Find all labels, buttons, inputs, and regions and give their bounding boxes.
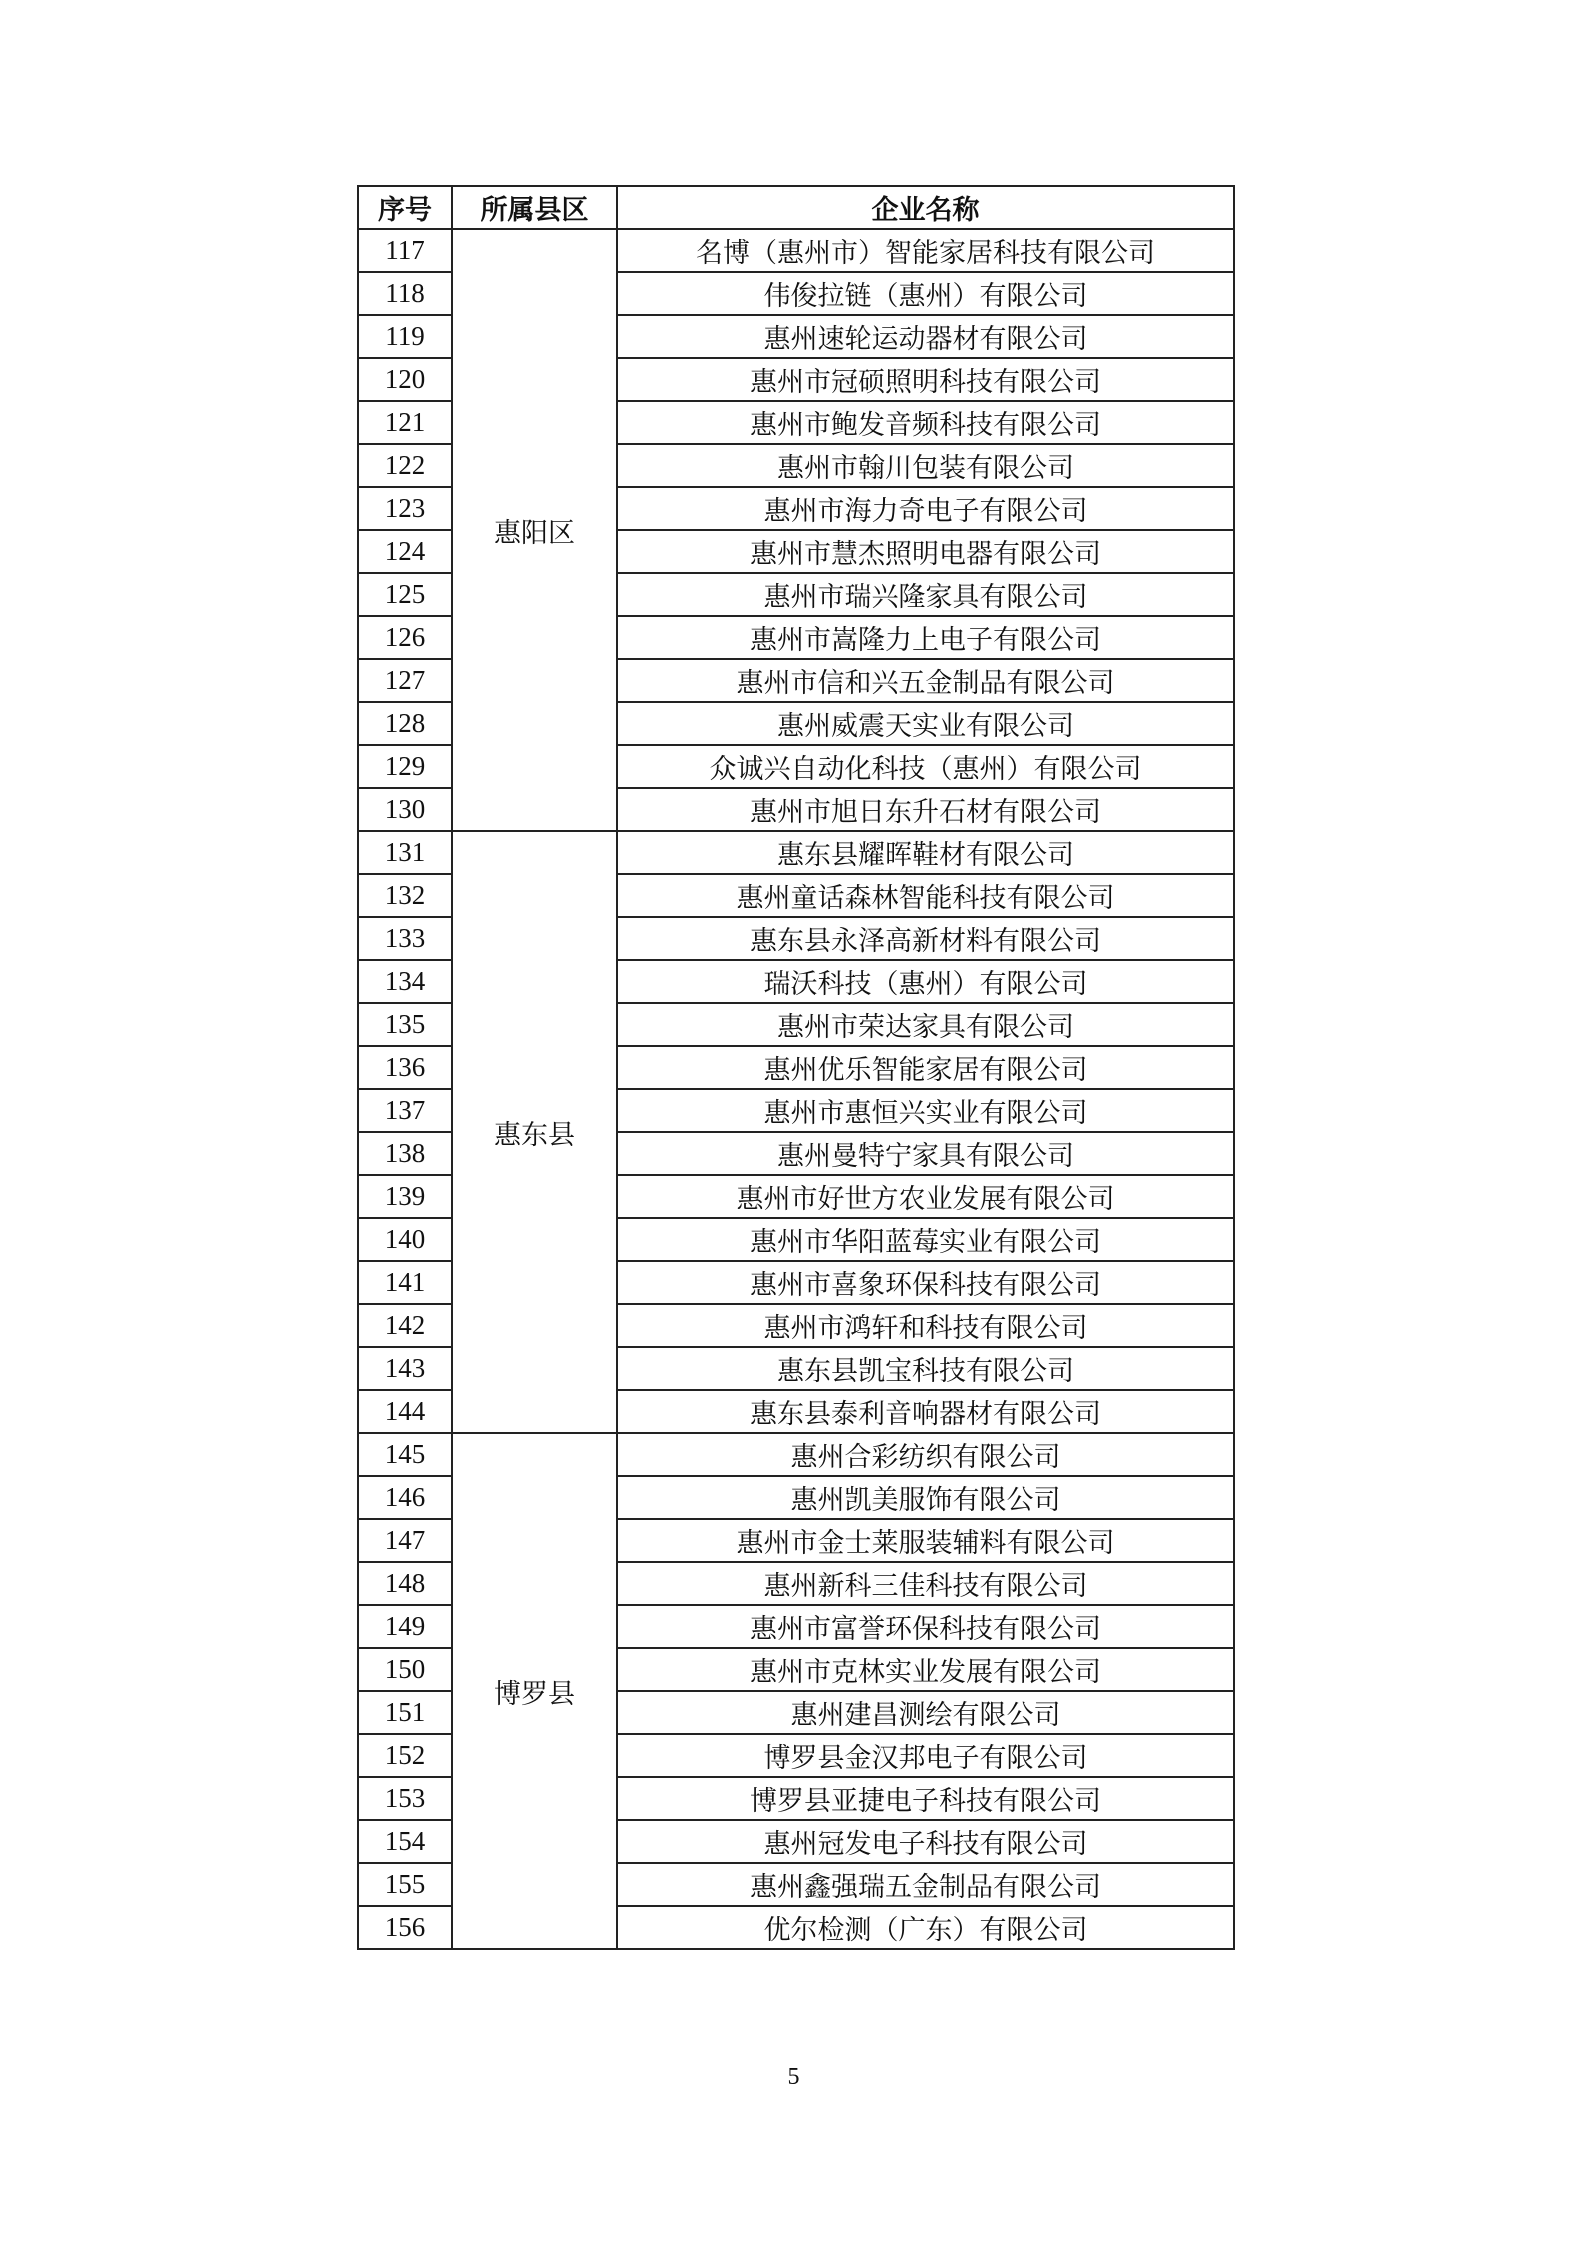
serial-number-cell: 141 (358, 1261, 452, 1304)
serial-number-cell: 127 (358, 659, 452, 702)
company-name-cell: 惠州市克林实业发展有限公司 (617, 1648, 1234, 1691)
serial-number-cell: 122 (358, 444, 452, 487)
district-cell: 博罗县 (452, 1433, 617, 1949)
district-cell: 惠阳区 (452, 229, 617, 831)
serial-number-cell: 124 (358, 530, 452, 573)
serial-number-cell: 146 (358, 1476, 452, 1519)
company-name-cell: 惠州优乐智能家居有限公司 (617, 1046, 1234, 1089)
company-name-cell: 惠州市瑞兴隆家具有限公司 (617, 573, 1234, 616)
serial-number-cell: 150 (358, 1648, 452, 1691)
serial-number-cell: 131 (358, 831, 452, 874)
table-body (358, 229, 1234, 1949)
company-name-cell: 惠州市翰川包装有限公司 (617, 444, 1234, 487)
serial-number-cell: 156 (358, 1906, 452, 1949)
serial-number-cell: 137 (358, 1089, 452, 1132)
serial-number-cell: 120 (358, 358, 452, 401)
serial-number-cell: 134 (358, 960, 452, 1003)
serial-number-cell: 119 (358, 315, 452, 358)
serial-number-cell: 133 (358, 917, 452, 960)
serial-number-cell: 136 (358, 1046, 452, 1089)
company-name-cell: 惠东县永泽高新材料有限公司 (617, 917, 1234, 960)
company-name-cell: 惠州威震天实业有限公司 (617, 702, 1234, 745)
serial-number-cell: 126 (358, 616, 452, 659)
company-name-cell: 惠州合彩纺织有限公司 (617, 1433, 1234, 1476)
company-name-cell: 惠州曼特宁家具有限公司 (617, 1132, 1234, 1175)
serial-number-cell: 154 (358, 1820, 452, 1863)
serial-number-cell: 142 (358, 1304, 452, 1347)
serial-number-cell: 145 (358, 1433, 452, 1476)
district-cell: 惠东县 (452, 831, 617, 1433)
table-row (358, 229, 1234, 272)
serial-number-cell: 117 (358, 229, 452, 272)
company-name-cell: 惠州市荣达家具有限公司 (617, 1003, 1234, 1046)
serial-number-cell: 125 (358, 573, 452, 616)
company-name-cell: 惠州凯美服饰有限公司 (617, 1476, 1234, 1519)
company-name-cell: 惠东县凯宝科技有限公司 (617, 1347, 1234, 1390)
company-name-cell: 优尔检测（广东）有限公司 (617, 1906, 1234, 1949)
serial-number-cell: 132 (358, 874, 452, 917)
company-name-cell: 惠东县泰利音响器材有限公司 (617, 1390, 1234, 1433)
serial-number-cell: 151 (358, 1691, 452, 1734)
company-name-cell: 惠州市华阳蓝莓实业有限公司 (617, 1218, 1234, 1261)
serial-number-cell: 143 (358, 1347, 452, 1390)
serial-number-cell: 153 (358, 1777, 452, 1820)
company-name-cell: 博罗县金汉邦电子有限公司 (617, 1734, 1234, 1777)
serial-number-cell: 144 (358, 1390, 452, 1433)
serial-number-cell: 129 (358, 745, 452, 788)
company-name-cell: 名博（惠州市）智能家居科技有限公司 (617, 229, 1234, 272)
company-name-cell: 伟俊拉链（惠州）有限公司 (617, 272, 1234, 315)
company-name-cell: 惠州鑫强瑞五金制品有限公司 (617, 1863, 1234, 1906)
company-name-cell: 惠州童话森林智能科技有限公司 (617, 874, 1234, 917)
serial-number-cell: 147 (358, 1519, 452, 1562)
serial-number-cell: 135 (358, 1003, 452, 1046)
company-name-cell: 惠州市嵩隆力上电子有限公司 (617, 616, 1234, 659)
company-name-cell: 惠州市旭日东升石材有限公司 (617, 788, 1234, 831)
company-name-cell: 惠州市鸿轩和科技有限公司 (617, 1304, 1234, 1347)
page-number: 5 (787, 2064, 800, 2090)
serial-number-cell: 149 (358, 1605, 452, 1648)
company-name-cell: 惠州冠发电子科技有限公司 (617, 1820, 1234, 1863)
company-name-cell: 惠州新科三佳科技有限公司 (617, 1562, 1234, 1605)
company-name-cell: 惠州市海力奇电子有限公司 (617, 487, 1234, 530)
serial-number-cell: 148 (358, 1562, 452, 1605)
company-name-cell: 惠州市信和兴五金制品有限公司 (617, 659, 1234, 702)
serial-number-cell: 152 (358, 1734, 452, 1777)
serial-number-cell: 138 (358, 1132, 452, 1175)
company-name-cell: 惠州市慧杰照明电器有限公司 (617, 530, 1234, 573)
table-row (358, 831, 1234, 874)
company-name-cell: 博罗县亚捷电子科技有限公司 (617, 1777, 1234, 1820)
company-name-cell: 惠州市惠恒兴实业有限公司 (617, 1089, 1234, 1132)
serial-number-cell: 155 (358, 1863, 452, 1906)
serial-number-cell: 121 (358, 401, 452, 444)
serial-number-cell: 139 (358, 1175, 452, 1218)
company-name-cell: 惠州建昌测绘有限公司 (617, 1691, 1234, 1734)
table-header-row (358, 186, 1234, 229)
serial-number-cell: 140 (358, 1218, 452, 1261)
serial-number-cell: 130 (358, 788, 452, 831)
company-name-cell: 瑞沃科技（惠州）有限公司 (617, 960, 1234, 1003)
company-name-cell: 惠州市金士莱服装辅料有限公司 (617, 1519, 1234, 1562)
header-serial-number: 序号 (358, 186, 452, 229)
company-name-cell: 众诚兴自动化科技（惠州）有限公司 (617, 745, 1234, 788)
company-name-cell: 惠州市喜象环保科技有限公司 (617, 1261, 1234, 1304)
company-name-cell: 惠州市富誉环保科技有限公司 (617, 1605, 1234, 1648)
company-name-cell: 惠东县耀晖鞋材有限公司 (617, 831, 1234, 874)
serial-number-cell: 128 (358, 702, 452, 745)
company-name-cell: 惠州市冠硕照明科技有限公司 (617, 358, 1234, 401)
serial-number-cell: 118 (358, 272, 452, 315)
serial-number-cell: 123 (358, 487, 452, 530)
table-row (358, 1433, 1234, 1476)
header-company-name: 企业名称 (617, 186, 1234, 229)
company-name-cell: 惠州市鲍发音频科技有限公司 (617, 401, 1234, 444)
enterprise-table (357, 185, 1235, 1950)
company-name-cell: 惠州市好世方农业发展有限公司 (617, 1175, 1234, 1218)
company-name-cell: 惠州速轮运动器材有限公司 (617, 315, 1234, 358)
header-district: 所属县区 (452, 186, 617, 229)
